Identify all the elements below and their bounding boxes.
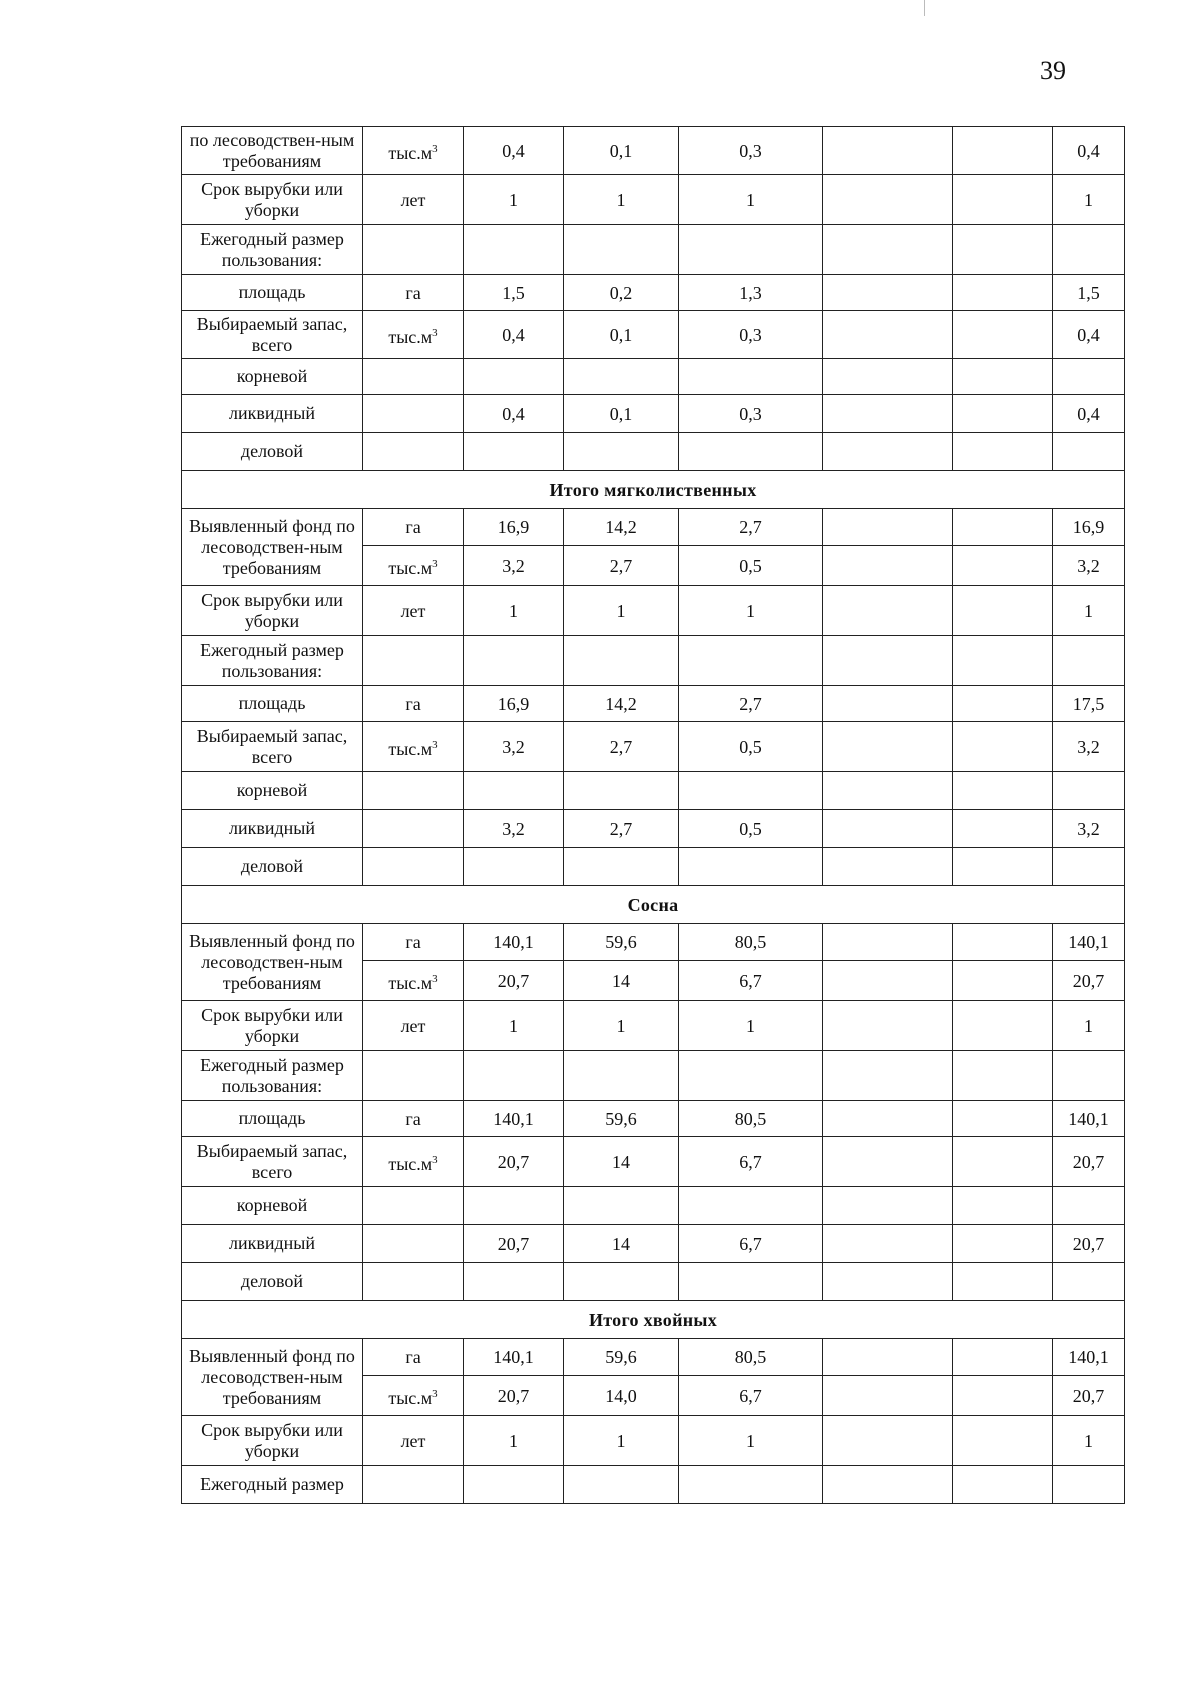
row-label: Выявленный фонд по лесоводствен-ным требованиям xyxy=(182,924,363,1001)
section-title: Итого мягколиственных xyxy=(182,471,1125,509)
row-label: деловой xyxy=(182,1263,363,1301)
row-label: деловой xyxy=(182,848,363,886)
value-cell: 1 xyxy=(564,1001,679,1051)
unit-cell: лет xyxy=(363,1001,464,1051)
table-row xyxy=(182,395,1125,433)
value-cell xyxy=(564,848,679,886)
table-row xyxy=(182,1051,1125,1101)
value-cell xyxy=(823,1263,953,1301)
value-cell xyxy=(464,1187,564,1225)
value-cell: 1 xyxy=(679,1416,823,1466)
value-cell xyxy=(1053,433,1125,471)
value-cell: 16,9 xyxy=(464,686,564,722)
value-cell xyxy=(823,127,953,175)
value-cell xyxy=(953,1263,1053,1301)
value-cell: 2,7 xyxy=(679,509,823,546)
value-cell xyxy=(823,961,953,1001)
table-row xyxy=(182,275,1125,311)
section-row xyxy=(182,886,1125,924)
row-label: Выбираемый запас, всего xyxy=(182,311,363,359)
value-cell: 59,6 xyxy=(564,1339,679,1376)
value-cell xyxy=(1053,1263,1125,1301)
value-cell: 0,4 xyxy=(464,395,564,433)
value-cell: 20,7 xyxy=(464,1137,564,1187)
value-cell: 140,1 xyxy=(464,1339,564,1376)
unit-cell: га xyxy=(363,509,464,546)
row-label: Срок вырубки или уборки xyxy=(182,1416,363,1466)
value-cell: 20,7 xyxy=(464,1225,564,1263)
value-cell: 59,6 xyxy=(564,924,679,961)
value-cell: 1 xyxy=(464,1001,564,1051)
value-cell xyxy=(823,1376,953,1416)
value-cell: 140,1 xyxy=(1053,924,1125,961)
table-row xyxy=(182,311,1125,359)
page-number: 39 xyxy=(1040,56,1066,85)
value-cell: 0,2 xyxy=(564,275,679,311)
row-label: Срок вырубки или уборки xyxy=(182,175,363,225)
table-row xyxy=(182,225,1125,275)
value-cell xyxy=(464,636,564,686)
unit-cell xyxy=(363,1051,464,1101)
unit-cell xyxy=(363,848,464,886)
value-cell xyxy=(953,433,1053,471)
value-cell xyxy=(823,1187,953,1225)
value-cell xyxy=(1053,772,1125,810)
value-cell: 6,7 xyxy=(679,1225,823,1263)
forest-use-table xyxy=(181,126,1125,1504)
value-cell xyxy=(564,1187,679,1225)
table-row xyxy=(182,1466,1125,1504)
row-label: по лесоводствен-ным требованиям xyxy=(182,127,363,175)
row-label: корневой xyxy=(182,772,363,810)
value-cell: 14,0 xyxy=(564,1376,679,1416)
table-row xyxy=(182,772,1125,810)
value-cell xyxy=(679,225,823,275)
value-cell xyxy=(564,772,679,810)
row-label: корневой xyxy=(182,359,363,395)
table-row xyxy=(182,722,1125,772)
unit-cell: $тыс.м^3$ xyxy=(363,1137,464,1187)
value-cell: 1 xyxy=(564,175,679,225)
unit-cell xyxy=(363,636,464,686)
value-cell: 59,6 xyxy=(564,1101,679,1137)
value-cell xyxy=(823,359,953,395)
value-cell: 20,7 xyxy=(1053,1376,1125,1416)
value-cell: 17,5 xyxy=(1053,686,1125,722)
value-cell xyxy=(953,636,1053,686)
value-cell: 80,5 xyxy=(679,1339,823,1376)
value-cell: 3,2 xyxy=(464,546,564,586)
value-cell: 0,4 xyxy=(1053,395,1125,433)
row-label: корневой xyxy=(182,1187,363,1225)
scan-mark xyxy=(924,0,925,16)
value-cell: 3,2 xyxy=(1053,546,1125,586)
unit-cell xyxy=(363,433,464,471)
value-cell: 20,7 xyxy=(1053,1225,1125,1263)
value-cell xyxy=(1053,359,1125,395)
value-cell: 20,7 xyxy=(1053,961,1125,1001)
value-cell: 20,7 xyxy=(464,961,564,1001)
unit-cell: $тыс.м^3$ xyxy=(363,127,464,175)
value-cell: 14 xyxy=(564,1137,679,1187)
value-cell xyxy=(953,1416,1053,1466)
value-cell xyxy=(823,810,953,848)
value-cell: 0,5 xyxy=(679,810,823,848)
value-cell xyxy=(953,546,1053,586)
row-label: Ежегодный размер пользования: xyxy=(182,1051,363,1101)
value-cell xyxy=(464,1466,564,1504)
unit-cell: га xyxy=(363,275,464,311)
value-cell xyxy=(679,1263,823,1301)
row-label: Ежегодный размер пользования: xyxy=(182,225,363,275)
value-cell xyxy=(953,275,1053,311)
value-cell xyxy=(953,1339,1053,1376)
row-label: площадь xyxy=(182,686,363,722)
value-cell xyxy=(953,127,1053,175)
value-cell xyxy=(953,311,1053,359)
value-cell xyxy=(464,433,564,471)
value-cell xyxy=(823,225,953,275)
value-cell: 0,5 xyxy=(679,722,823,772)
table-row xyxy=(182,586,1125,636)
value-cell xyxy=(823,924,953,961)
table-row xyxy=(182,924,1125,961)
table-row xyxy=(182,433,1125,471)
unit-cell: $тыс.м^3$ xyxy=(363,1376,464,1416)
table-row xyxy=(182,175,1125,225)
value-cell xyxy=(679,636,823,686)
value-cell: 0,5 xyxy=(679,546,823,586)
unit-cell: га xyxy=(363,924,464,961)
value-cell xyxy=(953,772,1053,810)
value-cell: 140,1 xyxy=(1053,1101,1125,1137)
value-cell: 1 xyxy=(1053,1416,1125,1466)
value-cell: 3,2 xyxy=(1053,722,1125,772)
value-cell xyxy=(953,1225,1053,1263)
value-cell: 3,2 xyxy=(464,810,564,848)
value-cell xyxy=(679,848,823,886)
value-cell: 16,9 xyxy=(1053,509,1125,546)
value-cell: 3,2 xyxy=(1053,810,1125,848)
value-cell xyxy=(464,772,564,810)
unit-cell: лет xyxy=(363,586,464,636)
value-cell: 20,7 xyxy=(1053,1137,1125,1187)
table-row xyxy=(182,1001,1125,1051)
row-label: Выявленный фонд по лесоводствен-ным требованиям xyxy=(182,1339,363,1416)
value-cell xyxy=(953,1137,1053,1187)
value-cell xyxy=(823,1416,953,1466)
value-cell: 0,4 xyxy=(464,127,564,175)
unit-cell: га xyxy=(363,686,464,722)
value-cell xyxy=(464,1051,564,1101)
unit-cell: $тыс.м^3$ xyxy=(363,546,464,586)
value-cell xyxy=(464,225,564,275)
value-cell xyxy=(823,722,953,772)
table-row xyxy=(182,359,1125,395)
unit-cell: $тыс.м^3$ xyxy=(363,961,464,1001)
row-label: ликвидный xyxy=(182,395,363,433)
value-cell xyxy=(1053,1187,1125,1225)
value-cell xyxy=(679,1466,823,1504)
value-cell: 14,2 xyxy=(564,509,679,546)
value-cell xyxy=(823,772,953,810)
value-cell: 1 xyxy=(679,1001,823,1051)
value-cell xyxy=(953,810,1053,848)
value-cell xyxy=(564,359,679,395)
table-row xyxy=(182,848,1125,886)
value-cell xyxy=(953,359,1053,395)
value-cell xyxy=(464,359,564,395)
value-cell xyxy=(953,961,1053,1001)
value-cell xyxy=(823,395,953,433)
row-label: Выбираемый запас, всего xyxy=(182,1137,363,1187)
value-cell: 1 xyxy=(564,586,679,636)
value-cell xyxy=(464,848,564,886)
value-cell xyxy=(823,1101,953,1137)
table-row xyxy=(182,686,1125,722)
table-row xyxy=(182,1416,1125,1466)
row-label: деловой xyxy=(182,433,363,471)
value-cell: 2,7 xyxy=(564,810,679,848)
table-row xyxy=(182,127,1125,175)
unit-cell: га xyxy=(363,1339,464,1376)
value-cell: 6,7 xyxy=(679,1137,823,1187)
value-cell: 16,9 xyxy=(464,509,564,546)
value-cell: 2,7 xyxy=(564,546,679,586)
unit-cell xyxy=(363,1466,464,1504)
value-cell: 1 xyxy=(1053,586,1125,636)
value-cell xyxy=(679,1051,823,1101)
value-cell xyxy=(1053,225,1125,275)
row-label: ликвидный xyxy=(182,810,363,848)
value-cell: 2,7 xyxy=(564,722,679,772)
value-cell xyxy=(823,546,953,586)
value-cell xyxy=(953,1001,1053,1051)
value-cell xyxy=(953,1466,1053,1504)
unit-cell xyxy=(363,772,464,810)
row-label: площадь xyxy=(182,1101,363,1137)
value-cell xyxy=(823,275,953,311)
value-cell: 1 xyxy=(464,586,564,636)
row-label: ликвидный xyxy=(182,1225,363,1263)
value-cell: 1 xyxy=(564,1416,679,1466)
row-label: Выявленный фонд по лесоводствен-ным требованиям xyxy=(182,509,363,586)
unit-cell xyxy=(363,810,464,848)
value-cell: 3,2 xyxy=(464,722,564,772)
value-cell: 80,5 xyxy=(679,924,823,961)
value-cell xyxy=(953,1376,1053,1416)
value-cell: 0,4 xyxy=(1053,127,1125,175)
value-cell: 0,4 xyxy=(464,311,564,359)
value-cell: 0,1 xyxy=(564,311,679,359)
unit-cell xyxy=(363,1263,464,1301)
value-cell: 0,3 xyxy=(679,395,823,433)
value-cell xyxy=(823,636,953,686)
value-cell xyxy=(823,1051,953,1101)
unit-cell: га xyxy=(363,1101,464,1137)
value-cell xyxy=(823,509,953,546)
unit-cell xyxy=(363,1187,464,1225)
value-cell xyxy=(564,433,679,471)
value-cell: 1 xyxy=(1053,1001,1125,1051)
value-cell: 1 xyxy=(1053,175,1125,225)
value-cell xyxy=(679,1187,823,1225)
value-cell xyxy=(679,359,823,395)
value-cell xyxy=(823,433,953,471)
value-cell xyxy=(953,722,1053,772)
row-label: Срок вырубки или уборки xyxy=(182,586,363,636)
value-cell: 140,1 xyxy=(1053,1339,1125,1376)
value-cell xyxy=(953,175,1053,225)
value-cell xyxy=(823,1339,953,1376)
unit-cell xyxy=(363,225,464,275)
value-cell: 1 xyxy=(464,1416,564,1466)
row-label: Срок вырубки или уборки xyxy=(182,1001,363,1051)
value-cell: 0,1 xyxy=(564,127,679,175)
table-row xyxy=(182,810,1125,848)
table-row xyxy=(182,636,1125,686)
unit-cell: $тыс.м^3$ xyxy=(363,311,464,359)
unit-cell xyxy=(363,395,464,433)
value-cell: 20,7 xyxy=(464,1376,564,1416)
value-cell: 0,1 xyxy=(564,395,679,433)
value-cell xyxy=(1053,1051,1125,1101)
value-cell: 14,2 xyxy=(564,686,679,722)
value-cell xyxy=(823,175,953,225)
value-cell xyxy=(953,1187,1053,1225)
value-cell xyxy=(1053,636,1125,686)
value-cell xyxy=(953,1101,1053,1137)
value-cell: 140,1 xyxy=(464,1101,564,1137)
table-row xyxy=(182,1101,1125,1137)
value-cell xyxy=(1053,1466,1125,1504)
value-cell: 0,4 xyxy=(1053,311,1125,359)
value-cell xyxy=(564,636,679,686)
value-cell xyxy=(823,1466,953,1504)
value-cell xyxy=(823,848,953,886)
table-row xyxy=(182,1137,1125,1187)
table-row xyxy=(182,1263,1125,1301)
value-cell xyxy=(953,395,1053,433)
value-cell xyxy=(953,586,1053,636)
value-cell xyxy=(823,1001,953,1051)
value-cell xyxy=(564,1051,679,1101)
value-cell xyxy=(464,1263,564,1301)
value-cell: 1 xyxy=(464,175,564,225)
unit-cell: лет xyxy=(363,1416,464,1466)
section-row xyxy=(182,471,1125,509)
table-row xyxy=(182,1225,1125,1263)
table-row xyxy=(182,1187,1125,1225)
value-cell xyxy=(953,848,1053,886)
value-cell: 1 xyxy=(679,586,823,636)
table-row xyxy=(182,509,1125,546)
value-cell: 0,3 xyxy=(679,127,823,175)
value-cell: 2,7 xyxy=(679,686,823,722)
unit-cell: лет xyxy=(363,175,464,225)
value-cell: 1,5 xyxy=(1053,275,1125,311)
row-label: Ежегодный размер xyxy=(182,1466,363,1504)
value-cell xyxy=(823,1137,953,1187)
value-cell: 6,7 xyxy=(679,961,823,1001)
value-cell: 140,1 xyxy=(464,924,564,961)
value-cell xyxy=(823,1225,953,1263)
value-cell: 1,3 xyxy=(679,275,823,311)
value-cell: 6,7 xyxy=(679,1376,823,1416)
value-cell xyxy=(564,1263,679,1301)
value-cell: 1,5 xyxy=(464,275,564,311)
value-cell xyxy=(953,686,1053,722)
value-cell: 14 xyxy=(564,1225,679,1263)
section-title: Сосна xyxy=(182,886,1125,924)
row-label: Ежегодный размер пользования: xyxy=(182,636,363,686)
value-cell: 14 xyxy=(564,961,679,1001)
section-row xyxy=(182,1301,1125,1339)
value-cell xyxy=(564,1466,679,1504)
value-cell xyxy=(1053,848,1125,886)
value-cell xyxy=(564,225,679,275)
row-label: площадь xyxy=(182,275,363,311)
section-title: Итого хвойных xyxy=(182,1301,1125,1339)
value-cell xyxy=(679,772,823,810)
value-cell xyxy=(679,433,823,471)
value-cell: 0,3 xyxy=(679,311,823,359)
value-cell xyxy=(953,924,1053,961)
value-cell xyxy=(953,225,1053,275)
value-cell xyxy=(953,509,1053,546)
value-cell xyxy=(953,1051,1053,1101)
value-cell xyxy=(823,586,953,636)
unit-cell: $тыс.м^3$ xyxy=(363,722,464,772)
value-cell xyxy=(823,686,953,722)
row-label: Выбираемый запас, всего xyxy=(182,722,363,772)
value-cell: 1 xyxy=(679,175,823,225)
value-cell xyxy=(823,311,953,359)
table-row xyxy=(182,1339,1125,1376)
unit-cell xyxy=(363,1225,464,1263)
unit-cell xyxy=(363,359,464,395)
value-cell: 80,5 xyxy=(679,1101,823,1137)
